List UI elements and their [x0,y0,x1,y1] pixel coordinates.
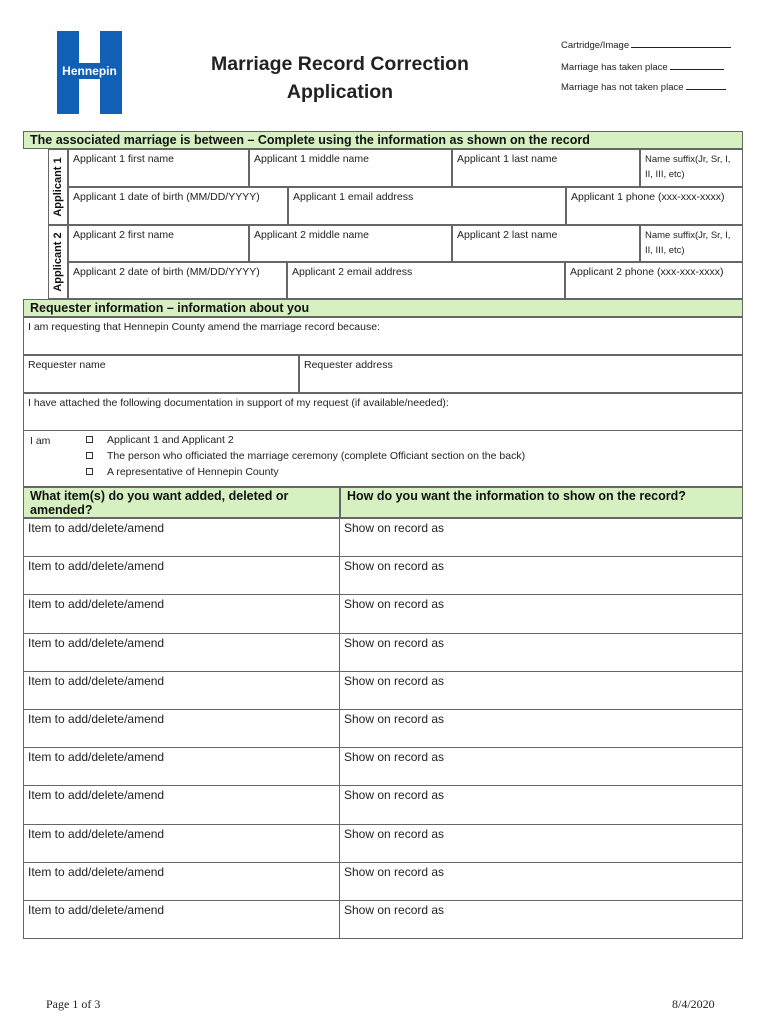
checkbox-icon[interactable] [86,436,93,443]
item-to-amend-field[interactable]: Item to add/delete/amend [23,671,340,710]
checkbox-icon[interactable] [86,468,93,475]
page-number: Page 1 of 3 [46,997,101,1011]
applicant2-last-name[interactable]: Applicant 2 last name [452,225,640,262]
requester-section-header: Requester information – information about you [23,299,743,317]
documentation-field[interactable]: I have attached the following documentation in support of my request (if available/needed): [23,393,743,431]
show-on-record-field[interactable]: Show on record as [339,900,743,939]
i-am-label: I am [30,435,51,447]
not-taken-place-label: Marriage has not taken place [561,82,684,93]
cartridge-label: Cartridge/Image [561,40,630,51]
item-to-amend-field[interactable]: Item to add/delete/amend [23,785,340,824]
option-applicants[interactable] [86,434,234,446]
request-reason-field[interactable]: I am requesting that Hennepin County amend the marriage record because: [23,317,743,355]
option-county-label: A representative of Hennepin County [107,466,279,478]
requester-name-field[interactable]: Requester name [23,355,299,393]
item-to-amend-field[interactable]: Item to add/delete/amend [23,633,340,672]
hennepin-logo [57,31,122,114]
show-on-record-field[interactable]: Show on record as [339,862,743,901]
items-right-header: How do you want the information to show on the record? [340,487,743,518]
applicant1-name-suffix[interactable]: Name suffix(Jr, Sr, I, II, III, etc) [640,149,743,187]
requester-address-field[interactable]: Requester address [299,355,743,393]
applicant1-middle-name[interactable]: Applicant 1 middle name [249,149,452,187]
applicant1-email[interactable]: Applicant 1 email address [288,187,566,225]
page-title [190,50,490,106]
applicant2-side-label: Applicant 2 [48,225,68,299]
show-on-record-field[interactable]: Show on record as [339,709,743,748]
applicant2-phone[interactable]: Applicant 2 phone (xxx-xxx-xxxx) [565,262,743,299]
show-on-record-field[interactable]: Show on record as [339,785,743,824]
applicant1-phone[interactable]: Applicant 1 phone (xxx-xxx-xxxx) [566,187,743,225]
applicant2-middle-name[interactable]: Applicant 2 middle name [249,225,452,262]
footer-date: 8/4/2020 [672,997,715,1011]
applicant2-name-suffix[interactable]: Name suffix(Jr, Sr, I, II, III, etc) [640,225,743,262]
items-left-header: What item(s) do you want added, deleted or amended? [23,487,340,518]
option-officiant-label: The person who officiated the marriage ceremony (complete Officiant section on the back) [107,450,526,462]
show-on-record-field[interactable]: Show on record as [339,556,743,595]
show-on-record-field[interactable]: Show on record as [339,633,743,672]
not-taken-place-field[interactable] [561,80,726,93]
applicant1-first-name[interactable]: Applicant 1 first name [68,149,249,187]
logo-text: Hennepin [62,64,117,78]
item-to-amend-field[interactable]: Item to add/delete/amend [23,824,340,863]
item-to-amend-field[interactable]: Item to add/delete/amend [23,556,340,595]
item-to-amend-field[interactable]: Item to add/delete/amend [23,594,340,633]
applicant1-dob[interactable]: Applicant 1 date of birth (MM/DD/YYYY) [68,187,288,225]
item-to-amend-field[interactable]: Item to add/delete/amend [23,900,340,939]
show-on-record-field[interactable]: Show on record as [339,747,743,786]
checkbox-icon[interactable] [86,452,93,459]
show-on-record-field[interactable]: Show on record as [339,671,743,710]
applicants-section-header: The associated marriage is between – Complete using the information as shown on the record [23,131,743,149]
title-line-1: Marriage Record Correction [211,53,469,75]
option-applicants-label: Applicant 1 and Applicant 2 [107,434,234,446]
applicant2-dob[interactable]: Applicant 2 date of birth (MM/DD/YYYY) [68,262,287,299]
cartridge-field[interactable] [561,38,731,51]
item-to-amend-field[interactable]: Item to add/delete/amend [23,862,340,901]
taken-place-field[interactable] [561,60,724,73]
show-on-record-field[interactable]: Show on record as [339,594,743,633]
applicant2-first-name[interactable]: Applicant 2 first name [68,225,249,262]
option-officiant[interactable] [86,450,525,462]
option-county-representative[interactable] [86,466,279,478]
applicant1-last-name[interactable]: Applicant 1 last name [452,149,640,187]
title-line-2: Application [286,81,394,103]
applicant2-email[interactable]: Applicant 2 email address [287,262,565,299]
applicant1-side-label: Applicant 1 [48,149,68,225]
show-on-record-field[interactable]: Show on record as [339,518,743,557]
taken-place-label: Marriage has taken place [561,62,668,73]
item-to-amend-field[interactable]: Item to add/delete/amend [23,747,340,786]
item-to-amend-field[interactable]: Item to add/delete/amend [23,518,340,557]
show-on-record-field[interactable]: Show on record as [339,824,743,863]
item-to-amend-field[interactable]: Item to add/delete/amend [23,709,340,748]
